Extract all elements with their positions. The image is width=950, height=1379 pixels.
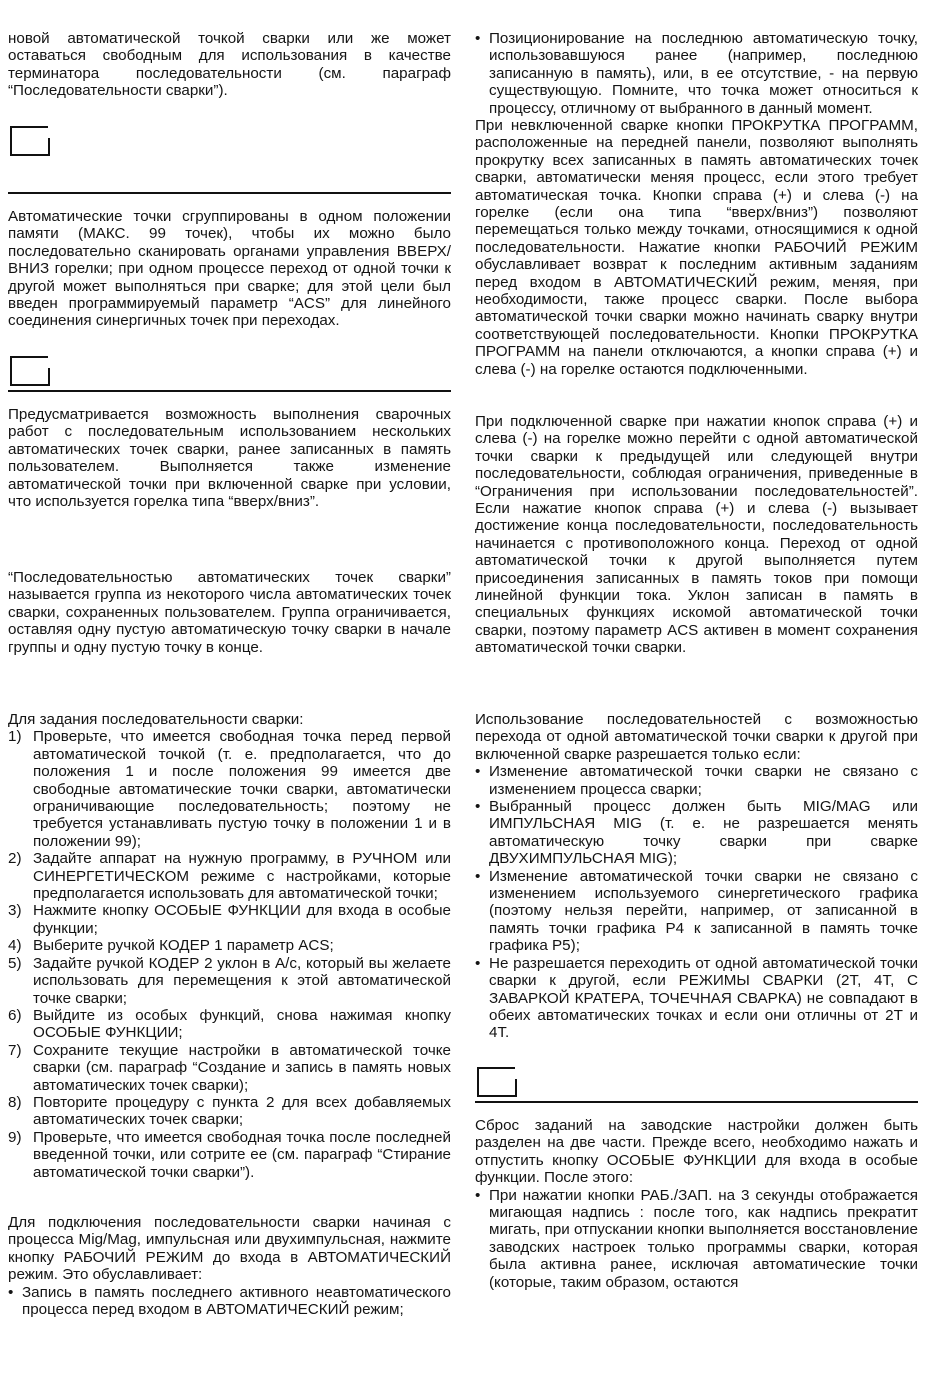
- top-bullets: [475, 30, 918, 117]
- step-text: Сохраните текущие настройки в автоматической точке сварки (см. параграф “Создание и запись в память новых автоматических точек сварки);: [33, 1041, 451, 1094]
- step-item: [8, 1007, 451, 1042]
- limits-text: Использование последовательностей с возможностью перехода от одной автоматической точки сварки к другой при включенной сварке разрешается только если:: [475, 711, 918, 763]
- reset-bullets: [475, 1187, 918, 1291]
- section1-text: Автоматические точки сгруппированы в одном положении памяти (МАКС. 99 точек), чтобы их можно было последовательно сканировать органами управления ВВЕРХ/ВНИЗ горелки; при одном процессе переход от одной точки к другой может выполняться при сварке; для этой цели был введен программируемый параметр “ACS” для линейного соединения синергичных точек при переходах.: [8, 208, 451, 330]
- scroll-text: При невключенной сварке кнопки ПРОКРУТКА ПРОГРАММ, расположенные на передней панели, позволяют выполнять прокрутку всех записанных в память автоматических точек сварки, автоматически меняя процесс, если этого требует автоматическая точка. Кнопки справа (+) и слева (-) на горелке (если она типа “вверх/вниз”) позволяют перемещаться только между точками, относящимися к одной последовательности. Нажатие кнопки РАБОЧИЙ РЕЖИМ обуславливает возврат к последним активным заданиям перед входом в АВТОМАТИЧЕСКИЙ режим, меняя, при необходимости, также процесс сварки. После выбора автоматической точки сварки можно начинать сварку внутри соответствующей последовательности. Кнопки ПРОКРУТКА ПРОГРАММ на панели отключаются, а кнопки справа (+) и слева (-) на горелке остаются подключенными.: [475, 117, 918, 378]
- bullet-item: • При нажатии кнопки РАБ./ЗАП. на 3 секунды отображается мигающая надпись : после того, как надпись прекратит мигать, при отпускании кнопки выполняется восстановление заводских настроек только программы сварки, которая была активна ранее, исключая автоматические точки (которые, таким образом, остаются: [475, 1187, 918, 1291]
- step-item: [8, 1094, 451, 1129]
- step-item: [8, 728, 451, 850]
- section-divider-2: [8, 390, 451, 392]
- step-number: 3): [8, 902, 22, 920]
- steps-intro: Для задания последовательности сварки:: [8, 711, 304, 728]
- step-text: Проверьте, что имеется свободная точка после последней введенной точки, или сотрите ее (см. параграф “Стирание автоматической точки сварки”).: [33, 1128, 451, 1181]
- connect-bullets: [8, 1284, 451, 1319]
- sequence-definition-paragraph: [8, 569, 451, 656]
- step-number: 2): [8, 850, 22, 868]
- bullet-item: • Позиционирование на последнюю автоматическую точку, использовавшуюся ранее (например, последнюю записанную в память), или, в ее отсутствие, - на первую существующую. Помните, что точка может относиться к процессу, отличному от выбранного в данный момент.: [475, 30, 918, 117]
- step-number: 8): [8, 1093, 22, 1111]
- welding-on-text: При подключенной сварке при нажатии кнопок справа (+) и слева (-) на горелке можно перейти с одной автоматической точки сварки к предыдущей или следующей внутри последовательности, соблюдая ограничения, приведенные в “Ограничения при использовании последовательностей”. Если нажатие кнопок справа (+) и слева (-) вызывает достижение конца последовательности, последовательность начинается с противоположного конца. Переход от одной автоматической точки к другой выполняется путем присоединения записанных в память токов при помощи линейной функции тока. Уклон записан в память в специальных функциях искомой автоматической точки сварки, поэтому параметр ACS активен в момент сохранения автоматической точки сварки.: [475, 413, 918, 657]
- step-item: [8, 1129, 451, 1181]
- step-text: Выберите ручкой КОДЕР 1 параметр ACS;: [33, 937, 334, 955]
- scroll-paragraph: [475, 117, 918, 378]
- step-text: Нажмите кнопку ОСОБЫЕ ФУНКЦИИ для входа в особые функции;: [33, 902, 451, 937]
- section1-paragraph: [8, 208, 451, 330]
- section-divider-1: [8, 192, 451, 194]
- limits-block: [475, 711, 918, 1042]
- section-marker-1: [10, 126, 48, 156]
- reset-block: [475, 1117, 918, 1291]
- step-number: 1): [8, 728, 22, 746]
- section-divider-3: [475, 1101, 918, 1103]
- bullet-item: • Не разрешается переходить от одной автоматической точки сварки к другой, если РЕЖИМЫ СВАРКИ (2T, 4T, С ЗАВАРКОЙ КРАТЕРА, ТОЧЕЧНАЯ СВАРКА) не совпадают в обеих автоматических точках и если они отличны от 2T и 4T.: [475, 955, 918, 1042]
- reset-text: Сброс заданий на заводские настройки должен быть разделен на две части. Прежде всего, необходимо нажать и отпустить кнопку ОСОБЫЕ ФУНКЦИИ для входа в особые функции. После этого:: [475, 1117, 918, 1187]
- step-text: Проверьте, что имеется свободная точка перед первой автоматической точкой (т. е. предполагается, что до положения 1 и после положения 99 имеется две свободные автоматические точки сварки, автоматически ограничивающие последовательность; поэтому не требуется устанавливать пустую точку в положении 1 и в положении 99);: [33, 728, 451, 850]
- welding-on-paragraph: [475, 413, 918, 657]
- bullet-item: • Изменение автоматической точки сварки не связано с изменением используемого синергетического графика (поэтому нельзя перейти, например, от записанной в память точки графика P4 к записанной в память точке графика P5);: [475, 868, 918, 955]
- intro-text: новой автоматической точкой сварки или же может оставаться свободным для использования в качестве терминатора последовательности (см. параграф “Последовательности сварки”).: [8, 30, 451, 100]
- section2-paragraph: [8, 406, 451, 510]
- steps-list: [8, 728, 451, 1181]
- connect-sequence-block: [8, 1214, 451, 1318]
- top-bullets-block: [475, 30, 918, 117]
- section-marker-2: [10, 356, 48, 386]
- step-text: Выйдите из особых функций, снова нажимая кнопку ОСОБЫЕ ФУНКЦИИ;: [33, 1006, 451, 1042]
- step-number: 5): [8, 954, 22, 972]
- bullet-item: • Запись в память последнего активного неавтоматического процесса перед входом в АВТОМАТИЧЕСКИЙ режим;: [8, 1284, 451, 1319]
- bullet-item: • Изменение автоматической точки сварки не связано с изменением процесса сварки;: [475, 763, 918, 798]
- step-text: Задайте аппарат на нужную программу, в РУЧНОМ или СИНЕРГЕТИЧЕСКОМ режиме с настройками, которые предполагается использовать для автоматической точки;: [33, 850, 451, 903]
- step-number: 6): [8, 1006, 22, 1024]
- connect-text: Для подключения последовательности сварки начиная с процесса Mig/Mag, импульсная или двухимпульсная, нажмите кнопку РАБОЧИЙ РЕЖИМ до входа в АВТОМАТИЧЕСКИЙ режим. Это обуславливает:: [8, 1214, 451, 1284]
- step-item: [8, 902, 451, 937]
- bullet-item: • Выбранный процесс должен быть MIG/MAG или ИМПУЛЬСНАЯ MIG (т. е. не разрешается менять автоматическую точку сварки при сварке ДВУХИМПУЛЬСНАЯ MIG);: [475, 798, 918, 868]
- step-item: [8, 850, 451, 902]
- step-item: [8, 1042, 451, 1094]
- step-number: 7): [8, 1041, 22, 1059]
- step-number: 4): [8, 937, 22, 955]
- section2-text: Предусматривается возможность выполнения сварочных работ с последовательным использованием нескольких автоматических точек сварки, ранее записанных в память пользователем. Выполняется также изменение автоматической точки при включенной сварке при условии, что используется горелка типа “вверх/вниз”.: [8, 406, 451, 511]
- limits-bullets: [475, 763, 918, 1042]
- step-text: Задайте ручкой КОДЕР 2 уклон в А/с, который вы желаете использовать для перемещения к этой автоматической точке сварки;: [33, 954, 451, 1007]
- sequence-steps-block: [8, 711, 451, 1181]
- sequence-definition-text: “Последовательностью автоматических точек сварки” называется группа из некоторого числа автоматических точек сварки, сохраненных пользователем. Группа ограничивается, оставляя одну пустую автоматическую точку сварки в начале группы и одну пустую точку в конце.: [8, 569, 451, 656]
- step-item: [8, 937, 451, 954]
- step-text: Повторите процедуру с пункта 2 для всех добавляемых автоматических точек сварки;: [33, 1093, 451, 1129]
- step-item: [8, 955, 451, 1007]
- step-number: 9): [8, 1128, 22, 1146]
- section-marker-3: [477, 1067, 515, 1097]
- intro-paragraph: [8, 30, 451, 100]
